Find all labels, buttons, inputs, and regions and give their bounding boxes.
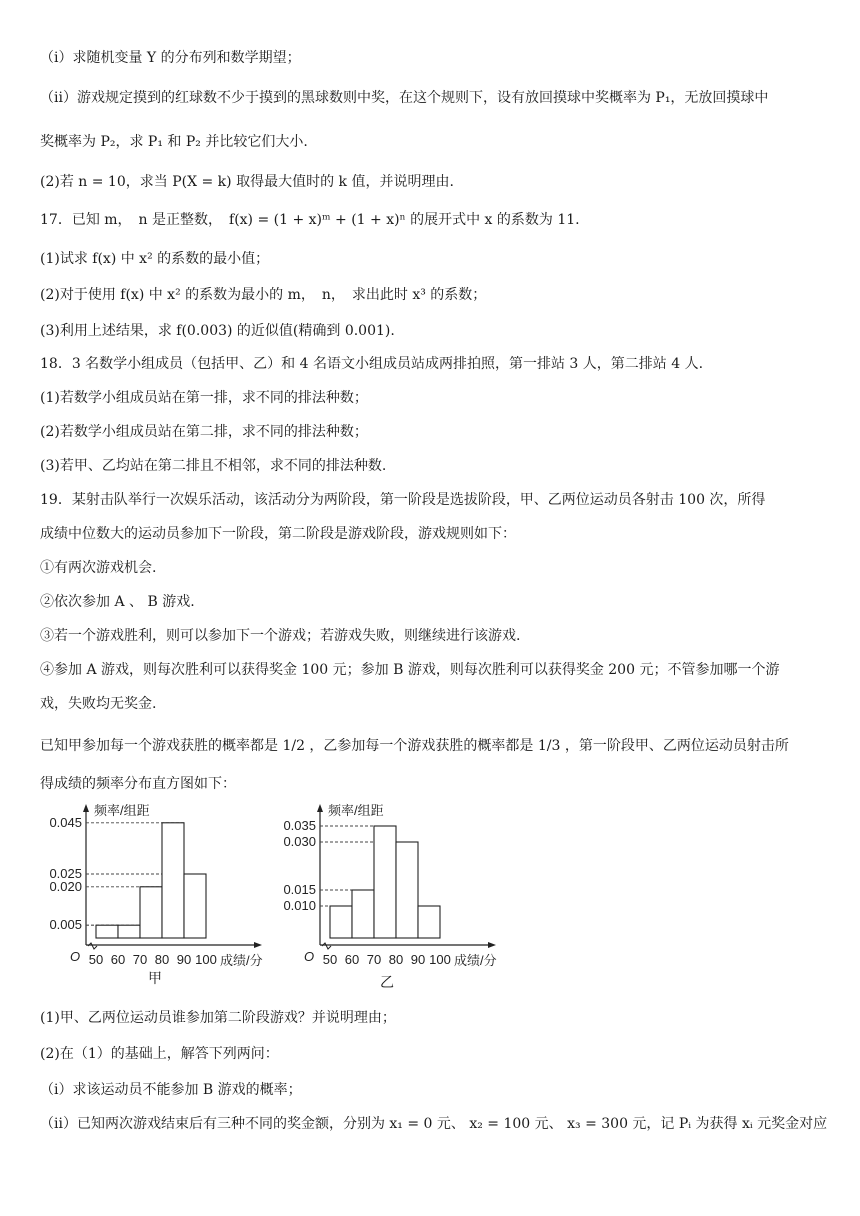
- histogram-jia-caption: 甲: [148, 971, 162, 987]
- x-tick-label: 70: [132, 952, 148, 967]
- x-tick-label: 90: [410, 952, 426, 967]
- question-18-part-2: (2)若数学小组成员站在第二排，求不同的排法种数；: [40, 424, 368, 440]
- question-19-part-2-ii: （ⅱ）已知两次游戏结束后有三种不同的奖金额，分别为 x₁ = 0 元、 x₂ = 100 元、 x₃ = 300 元，记 Pᵢ 为获得 xᵢ 元奖金对应: [40, 1116, 828, 1132]
- question-19-part-1: (1)甲、乙两位运动员谁参加第二阶段游戏？并说明理由；: [40, 1010, 396, 1026]
- question-19-histogram-intro: 得成绩的频率分布直方图如下：: [40, 776, 236, 792]
- histogram-bar: [418, 906, 440, 938]
- x-tick-label: 80: [154, 952, 170, 967]
- y-tick-label: 0.030: [283, 834, 316, 849]
- y-axis-label: 频率/组距: [328, 803, 384, 818]
- x-tick-label: 80: [388, 952, 404, 967]
- question-17-stem: 17．已知 m， n 是正整数， f(x) = (1 + x)ᵐ + (1 + x)ⁿ 的展开式中 x 的系数为 11.: [40, 212, 580, 228]
- question-19-rule-3: ③若一个游戏胜利，则可以参加下一个游戏；若游戏失败，则继续进行该游戏.: [40, 628, 521, 644]
- x-tick-label: 90: [176, 952, 192, 967]
- y-axis-label: 频率/组距: [94, 803, 150, 818]
- y-axis-arrow: [83, 804, 89, 812]
- question-17-part-3: (3)利用上述结果，求 f(0.003) 的近似值(精确到 0.001).: [40, 323, 395, 339]
- histogram-bar: [374, 826, 396, 938]
- question-19-stem-cont: 成绩中位数大的运动员参加下一阶段，第二阶段是游戏阶段，游戏规则如下：: [40, 526, 516, 542]
- x-tick-label: 50: [88, 952, 104, 967]
- x-tick-label: 100: [195, 952, 217, 967]
- x-tick-label: 70: [366, 952, 382, 967]
- histogram-bar: [396, 842, 418, 938]
- question-18-stem: 18．3 名数学小组成员（包括甲、乙）和 4 名语文小组成员站成两排拍照，第一排站 3 人，第二排站 4 人.: [40, 356, 704, 372]
- question-17-part-2: (2)对于使用 f(x) 中 x² 的系数为最小的 m， n， 求出此时 x³ 的系数；: [40, 287, 487, 303]
- question-18-part-1: (1)若数学小组成员站在第一排，求不同的排法种数；: [40, 390, 368, 406]
- histogram-yi: [270, 798, 520, 980]
- axis-break: [88, 943, 97, 949]
- question-16-sub-ii: （ii）游戏规定摸到的红球数不少于摸到的黑球数则中奖，在这个规则下，设有放回摸球中奖概率为 P₁，无放回摸球中: [40, 90, 769, 106]
- question-17-part-1: (1)试求 f(x) 中 x² 的系数的最小值；: [40, 251, 270, 267]
- histogram-bar: [118, 925, 140, 938]
- question-16-sub-i: （i）求随机变量 Y 的分布列和数学期望；: [40, 50, 301, 66]
- x-tick-label: 60: [344, 952, 360, 967]
- x-tick-label: 50: [322, 952, 338, 967]
- x-tick-label: 100: [429, 952, 451, 967]
- y-tick-label: 0.005: [49, 917, 82, 933]
- question-19-part-2-i: （ⅰ）求该运动员不能参加 B 游戏的概率；: [40, 1082, 302, 1098]
- question-16-sub-ii-cont: 奖概率为 P₂，求 P₁ 和 P₂ 并比较它们大小.: [40, 134, 308, 150]
- histogram-bar: [184, 874, 206, 938]
- x-tick-label: 60: [110, 952, 126, 967]
- histogram-bar: [96, 925, 118, 938]
- origin-label: O: [70, 949, 81, 964]
- y-tick-label: 0.035: [283, 818, 316, 833]
- y-tick-label: 0.015: [283, 882, 316, 897]
- question-19-rule-4: ④参加 A 游戏，则每次胜利可以获得奖金 100 元；参加 B 游戏，则每次胜利可以获得奖金 200 元；不管参加哪一个游: [40, 662, 780, 678]
- histogram-yi-caption: 乙: [380, 975, 394, 991]
- y-tick-label: 0.025: [49, 866, 82, 881]
- y-tick-label: 0.020: [49, 878, 82, 894]
- question-19-part-2: (2)在（1）的基础上，解答下列两问：: [40, 1046, 279, 1062]
- axis-break: [322, 943, 331, 949]
- question-18-part-3: (3)若甲、乙均站在第二排且不相邻，求不同的排法种数.: [40, 458, 387, 474]
- y-tick-label: 0.045: [49, 814, 82, 830]
- y-tick-label: 0.010: [283, 898, 316, 913]
- histogram-bar: [162, 823, 184, 938]
- question-19-rule-1: ①有两次游戏机会.: [40, 560, 157, 576]
- origin-label: O: [304, 949, 315, 964]
- x-axis-arrow: [488, 942, 496, 948]
- x-axis-arrow: [254, 942, 262, 948]
- question-19-probabilities: 已知甲参加每一个游戏获胜的概率都是 1/2 ，乙参加每一个游戏获胜的概率都是 1/3 ，第一阶段甲、乙两位运动员射击所: [40, 738, 789, 754]
- question-16-part-2: (2)若 n = 10，求当 P(X = k) 取得最大值时的 k 值，并说明理由.: [40, 174, 454, 190]
- question-19-stem: 19．某射击队举行一次娱乐活动，该活动分为两阶段，第一阶段是选拔阶段，甲、乙两位运动员各射击 100 次，所得: [40, 492, 766, 508]
- question-19-rule-2: ②依次参加 A 、 B 游戏.: [40, 594, 195, 610]
- y-axis-arrow: [317, 804, 323, 812]
- histogram-bar: [330, 906, 352, 938]
- question-19-rule-4-cont: 戏，失败均无奖金.: [40, 696, 157, 712]
- histogram-jia: [36, 798, 286, 980]
- histogram-bar: [140, 887, 162, 938]
- x-axis-label: 成绩/分: [220, 953, 263, 968]
- x-axis-label: 成绩/分: [454, 953, 497, 968]
- histogram-bar: [352, 890, 374, 938]
